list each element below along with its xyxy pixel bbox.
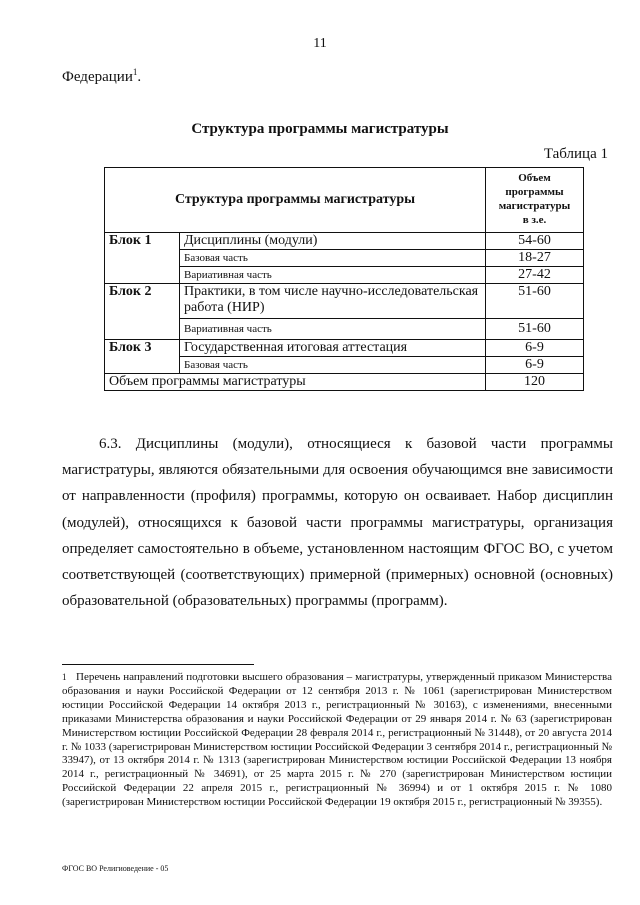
table-header-row <box>105 168 584 233</box>
total-label: Объем программы магистратуры <box>105 374 486 391</box>
row-item: Базовая часть <box>180 357 486 374</box>
table-row <box>105 357 584 374</box>
row-value: 54-60 <box>486 233 584 250</box>
row-item: Базовая часть <box>180 250 486 267</box>
block-label: Блок 3 <box>105 340 180 357</box>
row-value: 6-9 <box>486 340 584 357</box>
program-structure-table <box>104 167 584 391</box>
table-row <box>105 250 584 267</box>
row-value: 51-60 <box>486 319 584 340</box>
body-paragraph: 6.3. Дисциплины (модули), относящиеся к базовой части программы магистратуры, являются обязательными для освоения обучающимся вне зависимости от направленности (профиля) программы, которую он осваивает. Набор дисциплин (модулей), относящихся к базовой части программы магистратуры, организация определяет самостоятельно в объеме, установленном настоящим ФГОС ВО, с учетом соответствующей (соответствующих) примерной (примерных) основной (основных) образовательной (образовательных) программы (программ). <box>62 436 613 610</box>
block-label <box>105 319 180 340</box>
continued-word: Федерации <box>62 69 133 85</box>
table-caption: Таблица 1 <box>543 146 608 162</box>
continued-period: . <box>137 69 142 85</box>
block-label: Блок 2 <box>105 284 180 319</box>
table-row <box>105 340 584 357</box>
document-footer: ФГОС ВО Религиоведение - 05 <box>62 864 169 873</box>
header-volume-line: Объем <box>518 172 551 184</box>
page-number: 11 <box>313 36 327 51</box>
row-item: Вариативная часть <box>180 267 486 284</box>
row-item: Практики, в том числе научно-исследовательская работа (НИР) <box>180 284 486 319</box>
row-value: 27-42 <box>486 267 584 284</box>
header-volume-line: в з.е. <box>522 214 547 226</box>
row-value: 18-27 <box>486 250 584 267</box>
row-item: Вариативная часть <box>180 319 486 340</box>
table-heading: Структура программы магистратуры <box>191 121 449 137</box>
row-item: Дисциплины (модули) <box>180 233 486 250</box>
header-structure: Структура программы магистратуры <box>105 168 486 233</box>
table-total-row <box>105 374 584 391</box>
footnote-text: Перечень направлений подготовки высшего образования – магистратуры, утвержденный приказом Министерства образования и науки Российской Федерации от 12 сентября 2013 г. № 1061 (зарегистрирован Министерством юстиции Российской Федерации 14 октября 2013 г., регистрационный № 30163), с изменениями, внесенными приказами Министерства образования и науки Российской Федерации от 29 января 2014 г. № 63 (зарегистрирован Министерством юстиции Российской Федерации 28 февраля 2014 г., регистрационный № 31448), от 20 августа 2014 г. № 1033 (зарегистрирован Министерством юстиции Российской Федерации 3 сентября 2014 г., регистрационный № 33947), от 13 октября 2014 г. № 1313 (зарегистрирован Министерством юстиции Российской Федерации 13 ноября 2014 г., регистрационный № 34691), от 25 марта 2015 г. № 270 (зарегистрирован Министерством юстиции Российской Федерации 22 апреля 2015 г., регистрационный № 36994) и от 1 октября 2015 г. № 1080 (зарегистрирован Министерством юстиции Российской Федерации 19 октября 2015 г., регистрационный № 39355). <box>62 671 612 809</box>
total-value: 120 <box>486 374 584 391</box>
table-row <box>105 284 584 319</box>
block-label <box>105 267 180 284</box>
table-row <box>105 267 584 284</box>
header-volume-line: магистратуры <box>498 200 571 212</box>
table-row <box>105 319 584 340</box>
row-item: Государственная итоговая аттестация <box>180 340 486 357</box>
block-label <box>105 250 180 267</box>
row-value: 6-9 <box>486 357 584 374</box>
footnote-divider <box>62 664 254 665</box>
header-volume-line: программы <box>505 186 564 198</box>
footnote <box>62 671 612 810</box>
footnote-mark: 1 <box>62 672 67 682</box>
footnote-reference: 1 <box>132 67 138 77</box>
table-row <box>105 233 584 250</box>
block-label: Блок 1 <box>105 233 180 250</box>
block-label <box>105 357 180 374</box>
header-volume <box>486 168 584 233</box>
row-value: 51-60 <box>486 284 584 319</box>
continued-text <box>62 67 141 86</box>
